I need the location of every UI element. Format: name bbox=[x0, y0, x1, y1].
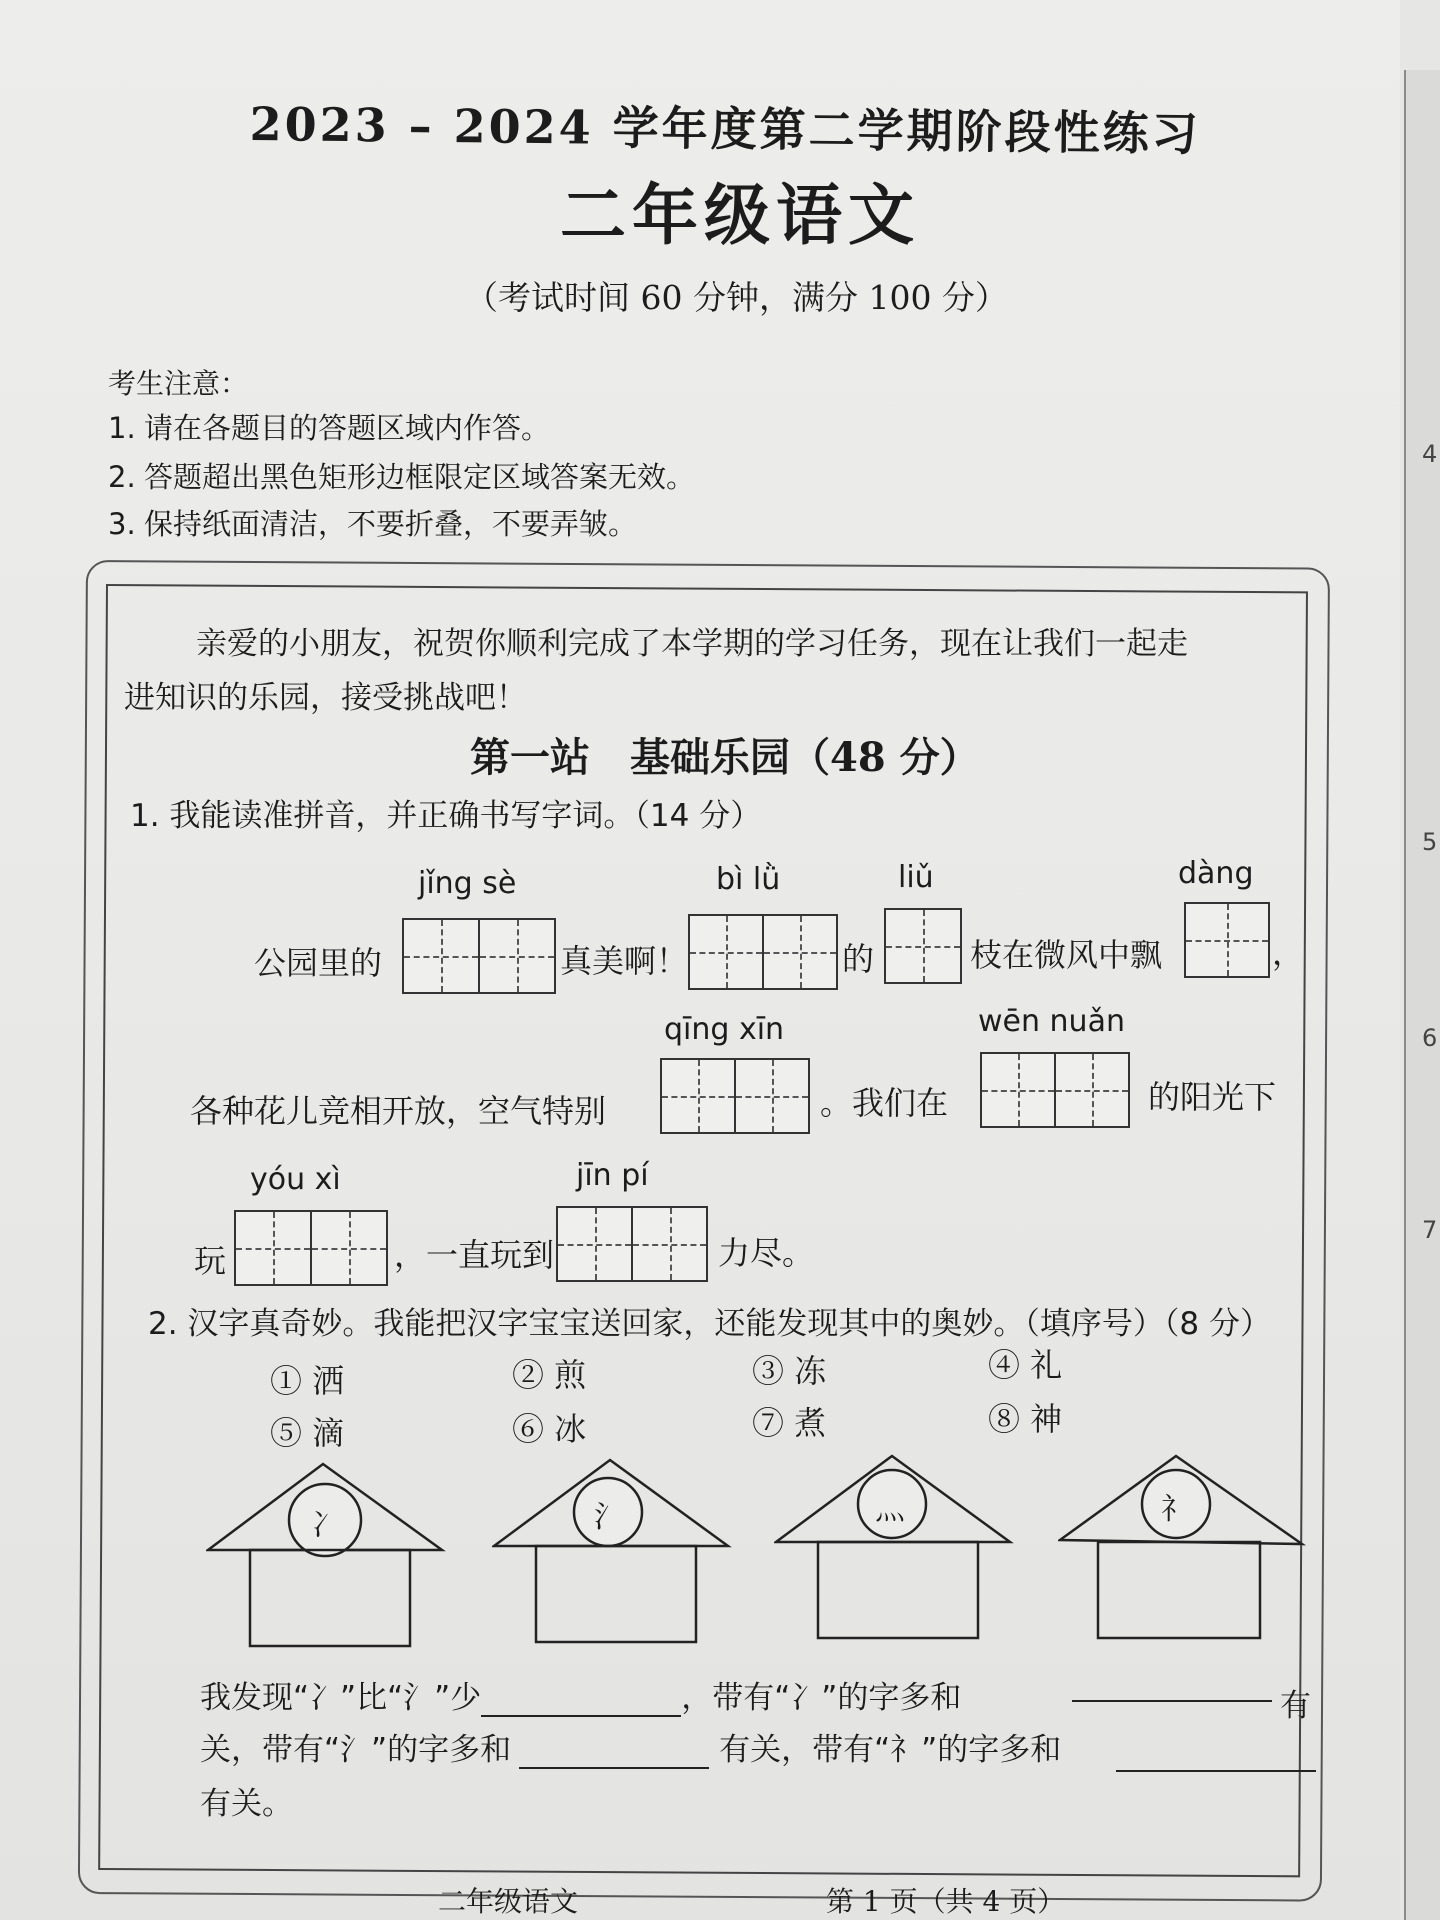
exam-info: （考试时间 60 分钟，满分 100 分） bbox=[465, 278, 1008, 317]
answer-blank-2[interactable] bbox=[1072, 1670, 1272, 1702]
option-7: ⑦ 煮 bbox=[752, 1404, 827, 1442]
house-drawing bbox=[774, 1452, 1014, 1642]
pinyin-wennuan: wēn nuǎn bbox=[978, 1004, 1125, 1039]
subject-title: 二年级语文 bbox=[560, 176, 920, 254]
q1-text-8: 的阳光下 bbox=[1148, 1078, 1277, 1116]
q1-text-1: 公园里的 bbox=[254, 944, 383, 982]
option-8: ⑧ 神 bbox=[988, 1400, 1063, 1438]
q1-text-2: 真美啊！ bbox=[560, 942, 689, 980]
section-title: 第一站 基础乐园（48 分） bbox=[470, 734, 980, 781]
q1-text-7: 。我们在 bbox=[820, 1084, 949, 1122]
option-4: ④ 礼 bbox=[988, 1346, 1063, 1384]
pinyin-liu: liǔ bbox=[898, 860, 934, 895]
edge-digit: 4 bbox=[1422, 440, 1438, 468]
next-page-edge bbox=[1404, 70, 1440, 1920]
option-3: ③ 冻 bbox=[752, 1352, 827, 1390]
finding-text: 有 bbox=[1280, 1688, 1311, 1724]
writing-grid-jingse[interactable] bbox=[402, 918, 556, 994]
note-item bbox=[108, 406, 550, 447]
note-text: 答题超出黑色矩形边框限定区域答案无效。 bbox=[144, 460, 696, 494]
answer-blank-1[interactable] bbox=[481, 1685, 681, 1717]
pinyin-qingxin: qīng xīn bbox=[664, 1012, 785, 1047]
pinyin-bilv: bì lǜ bbox=[716, 862, 781, 897]
writing-grid-wennuan[interactable] bbox=[980, 1052, 1130, 1128]
q1-text-4: 枝在微风中飘 bbox=[970, 936, 1163, 974]
note-item bbox=[108, 455, 695, 496]
intro-line-2: 进知识的乐园，接受挑战吧！ bbox=[124, 680, 527, 716]
writing-grid-youxi[interactable] bbox=[234, 1210, 388, 1286]
radical-label: 礻 bbox=[1161, 1492, 1191, 1527]
note-number: 2. bbox=[108, 460, 136, 494]
pinyin-jinpi: jīn pí bbox=[576, 1158, 649, 1193]
finding-text: ，带有“冫”的字多和 bbox=[681, 1680, 962, 1716]
radical-label: 氵 bbox=[594, 1500, 624, 1535]
pinyin-youxi: yóu xì bbox=[250, 1162, 341, 1197]
edge-digit: 6 bbox=[1422, 1024, 1438, 1052]
footer-subject: 二年级语文 bbox=[438, 1885, 579, 1918]
q1-title: 1. 我能读准拼音，并正确书写字词。（14 分） bbox=[130, 798, 762, 834]
q1-text-9: 玩 bbox=[194, 1242, 227, 1280]
radical-house-4[interactable] bbox=[1058, 1452, 1308, 1646]
finding-text: 关，带有“氵”的字多和 bbox=[200, 1732, 512, 1768]
finding-line-3: 有关。 bbox=[200, 1786, 293, 1822]
option-6: ⑥ 冰 bbox=[512, 1410, 587, 1448]
q1-text-10: ，一直玩到 bbox=[394, 1236, 555, 1274]
answer-blank-4[interactable] bbox=[1116, 1740, 1316, 1772]
writing-grid-bilv[interactable] bbox=[688, 914, 838, 990]
q1-text-6: 各种花儿竞相开放，空气特别 bbox=[190, 1092, 607, 1130]
note-item bbox=[108, 502, 637, 543]
radical-label: 冫 bbox=[311, 1508, 341, 1543]
radical-label: 灬 bbox=[875, 1492, 905, 1527]
option-2: ② 煎 bbox=[512, 1356, 587, 1394]
option-5: ⑤ 滴 bbox=[270, 1414, 345, 1452]
q2-title: 2. 汉字真奇妙。我能把汉字宝宝送回家，还能发现其中的奥妙。（填序号）（8 分） bbox=[148, 1306, 1272, 1342]
note-text: 请在各题目的答题区域内作答。 bbox=[144, 411, 551, 445]
q1-text-3: 的 bbox=[842, 940, 875, 978]
q1-text-5: ， bbox=[1272, 934, 1305, 972]
footer-page-number: 第 1 页（共 4 页） bbox=[826, 1885, 1066, 1918]
finding-text: 有关，带有“礻”的字多和 bbox=[719, 1732, 1062, 1768]
q1-text-11: 力尽。 bbox=[718, 1234, 815, 1272]
note-text: 保持纸面清洁，不要折叠，不要弄皱。 bbox=[144, 507, 638, 541]
notes-heading: 考生注意： bbox=[108, 367, 249, 400]
edge-digit: 7 bbox=[1422, 1216, 1438, 1244]
note-number: 1. bbox=[108, 411, 136, 445]
house-drawing bbox=[206, 1460, 446, 1650]
answer-blank-3[interactable] bbox=[519, 1737, 709, 1769]
writing-grid-liu[interactable] bbox=[884, 908, 962, 984]
radical-house-3[interactable] bbox=[774, 1452, 1014, 1646]
writing-grid-qingxin[interactable] bbox=[660, 1058, 810, 1134]
finding-line-2 bbox=[200, 1724, 1061, 1769]
pinyin-dang: dàng bbox=[1178, 856, 1254, 891]
radical-house-2[interactable] bbox=[492, 1456, 732, 1650]
radical-house-1[interactable] bbox=[206, 1460, 446, 1654]
finding-text: 我发现“冫”比“氵”少 bbox=[200, 1680, 482, 1716]
pinyin-jingse: jǐng sè bbox=[418, 866, 517, 901]
option-1: ① 洒 bbox=[270, 1362, 345, 1400]
exam-title: 2023 – 2024 学年度第二学期阶段性练习 bbox=[249, 96, 1201, 161]
writing-grid-jinpi[interactable] bbox=[556, 1206, 708, 1282]
edge-digit: 5 bbox=[1422, 828, 1438, 856]
note-number: 3. bbox=[108, 507, 136, 541]
writing-grid-dang[interactable] bbox=[1184, 902, 1270, 978]
house-drawing bbox=[492, 1456, 732, 1646]
finding-line-1 bbox=[200, 1672, 961, 1717]
intro-line-1: 亲爱的小朋友，祝贺你顺利完成了本学期的学习任务，现在让我们一起走 bbox=[196, 626, 1188, 662]
house-drawing bbox=[1058, 1452, 1308, 1642]
